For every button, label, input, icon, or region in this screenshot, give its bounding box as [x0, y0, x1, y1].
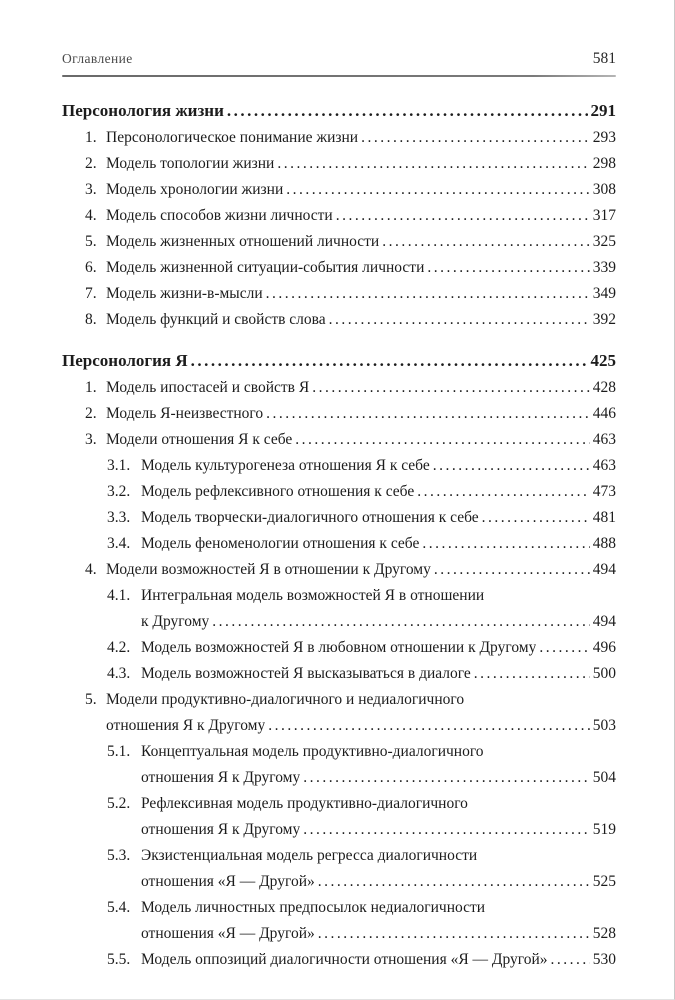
toc-entry-title: к Другому [141, 613, 210, 630]
toc-entry-body [141, 635, 616, 661]
toc-entry-body [106, 125, 616, 151]
dot-leader [417, 479, 590, 505]
toc-entry-title: Модель жизненной ситуации-события личности [106, 259, 425, 276]
toc-entry-line: Концептуальная модель продуктивно-диалогичного [141, 743, 484, 760]
toc-entry-number: 8. [85, 311, 97, 328]
toc-entry-body [141, 739, 616, 791]
toc-entry-body [141, 661, 616, 687]
toc-entry [62, 739, 616, 791]
toc-entry-line [106, 229, 616, 255]
toc-entry-body [62, 96, 616, 125]
toc-entry-page: 325 [592, 233, 616, 250]
toc-entry [62, 557, 616, 583]
toc-entry-body [106, 255, 616, 281]
dot-leader [433, 453, 590, 479]
toc-entry-title: Модель творчески-диалогичного отношения к себе [141, 509, 479, 526]
toc-entry [62, 125, 616, 151]
toc-entry [62, 505, 616, 531]
toc-entry-number: 3. [85, 431, 97, 448]
toc-entry [62, 479, 616, 505]
dot-leader [191, 346, 588, 375]
toc-entry-body [141, 583, 616, 635]
page-title: Оглавление [62, 51, 133, 66]
toc-entry-line: Модели продуктивно-диалогичного и недиалогичного [106, 691, 465, 708]
toc-entry-title: Персонология жизни [62, 101, 224, 120]
toc-entry-number: 3. [85, 181, 97, 198]
toc-entry-number: 4. [85, 561, 97, 578]
toc-entry-page: 496 [592, 639, 616, 656]
toc-entry-body [106, 401, 616, 427]
dot-leader [286, 177, 589, 203]
toc-entry-page: 293 [592, 129, 616, 146]
toc-entry-line [106, 557, 616, 583]
toc-entry-page: 525 [592, 873, 616, 890]
toc-entry-number: 4.3. [107, 665, 131, 682]
dot-leader [539, 635, 589, 661]
dot-leader [303, 817, 590, 843]
toc-entry-page: 446 [592, 405, 616, 422]
toc-entry-number: 5.5. [107, 951, 131, 968]
dot-leader [295, 427, 589, 453]
toc-entry [62, 661, 616, 687]
toc-entry-line [106, 713, 616, 739]
toc-entry-title: отношения Я к Другому [141, 821, 301, 838]
toc-entry-title: отношения Я к Другому [141, 769, 301, 786]
toc-entry-line: Модель личностных предпосылок недиалогичности [141, 899, 486, 916]
toc-entry-page: 291 [590, 101, 616, 120]
toc-entry-line [106, 281, 616, 307]
toc-entry-line [106, 401, 616, 427]
toc-entry [62, 895, 616, 947]
toc-entry [62, 346, 616, 375]
toc-entry [62, 791, 616, 843]
toc-entry-body [141, 479, 616, 505]
toc-entry-line [141, 635, 616, 661]
toc-entry-page: 473 [592, 483, 616, 500]
toc-entry-line [141, 921, 616, 947]
toc-entry-line [141, 531, 616, 557]
toc-entry [62, 203, 616, 229]
toc-entry-line [106, 375, 616, 401]
toc-entry-body [106, 427, 616, 453]
toc-entry-body [106, 203, 616, 229]
toc-entry-line [141, 609, 616, 635]
toc-entry-body [141, 531, 616, 557]
toc-entry-line [106, 427, 616, 453]
dot-leader [551, 947, 590, 973]
toc-entry-number: 1. [85, 379, 97, 396]
toc-entry-line [106, 151, 616, 177]
toc-entry-body [141, 947, 616, 973]
toc-entry-page: 503 [592, 717, 616, 734]
toc-entry-number: 5. [85, 233, 97, 250]
toc-entry [62, 947, 616, 973]
toc-entry-title: Модель способов жизни личности [106, 207, 333, 224]
toc-entry-body [141, 843, 616, 895]
toc-entry [62, 453, 616, 479]
toc-entry-number: 3.3. [107, 509, 131, 526]
toc-entry [62, 531, 616, 557]
dot-leader [268, 713, 590, 739]
dot-leader [212, 609, 589, 635]
toc-entry-page: 530 [592, 951, 616, 968]
toc-entry-body [106, 307, 616, 333]
toc-entry-body [141, 505, 616, 531]
toc-entry [62, 427, 616, 453]
toc-entry-title: Модель рефлексивного отношения к себе [141, 483, 415, 500]
toc-entry-number: 2. [85, 405, 97, 422]
toc-entry-page: 463 [592, 457, 616, 474]
dot-leader [312, 375, 590, 401]
toc-list [62, 77, 616, 973]
running-head [62, 50, 616, 75]
toc-entry-number: 3.2. [107, 483, 131, 500]
toc-entry-page: 428 [592, 379, 616, 396]
dot-leader [227, 96, 588, 125]
toc-entry-line [141, 505, 616, 531]
toc-entry-title: Модель жизни-в-мысли [106, 285, 263, 302]
toc-entry-title: Модель культурогенеза отношения Я к себе [141, 457, 430, 474]
toc-entry-page: 425 [590, 351, 616, 370]
toc-entry-title: Персонология Я [62, 351, 188, 370]
toc-entry [62, 255, 616, 281]
toc-entry-line [141, 817, 616, 843]
toc-entry-line [141, 479, 616, 505]
toc-entry-page: 339 [592, 259, 616, 276]
toc-entry-line [106, 255, 616, 281]
toc-entry-title: Модель хронологии жизни [106, 181, 284, 198]
toc-entry-line [141, 947, 616, 973]
dot-leader [329, 307, 590, 333]
dot-leader [482, 505, 590, 531]
toc-entry-number: 7. [85, 285, 97, 302]
toc-entry-number: 2. [85, 155, 97, 172]
dot-leader [266, 401, 590, 427]
dot-leader [303, 765, 590, 791]
toc-entry-page: 494 [592, 561, 616, 578]
toc-entry-number: 4.2. [107, 639, 131, 656]
toc-entry-line [141, 869, 616, 895]
toc-entry [62, 96, 616, 125]
toc-entry [62, 375, 616, 401]
dot-leader [427, 255, 589, 281]
toc-entry-body [106, 177, 616, 203]
toc-entry-body [106, 557, 616, 583]
toc-entry-body [141, 791, 616, 843]
toc-entry-page: 308 [592, 181, 616, 198]
toc-entry-title: Модель топологии жизни [106, 155, 275, 172]
toc-entry-body [106, 229, 616, 255]
toc-entry-page: 519 [592, 821, 616, 838]
toc-entry-page: 349 [592, 285, 616, 302]
toc-entry-number: 5.2. [107, 795, 131, 812]
toc-entry-body [141, 895, 616, 947]
toc-entry-line: Экзистенциальная модель регресса диалогичности [141, 847, 478, 864]
toc-entry [62, 177, 616, 203]
toc-entry-title: Модель возможностей Я в любовном отношении к Другому [141, 639, 537, 656]
toc-entry-number: 4. [85, 207, 97, 224]
toc-entry [62, 151, 616, 177]
toc-entry-body [106, 151, 616, 177]
dot-leader [277, 151, 589, 177]
toc-entry-title: Модель возможностей Я высказываться в диалоге [141, 665, 471, 682]
toc-entry [62, 687, 616, 739]
toc-entry [62, 307, 616, 333]
dot-leader [318, 869, 590, 895]
toc-entry-title: Модель феноменологии отношения к себе [141, 535, 420, 552]
dot-leader [474, 661, 590, 687]
toc-entry-title: Модель оппозиций диалогичности отношения «Я — Другой» [141, 951, 548, 968]
toc-entry-body [106, 375, 616, 401]
toc-entry-title: Модель Я-неизвестного [106, 405, 264, 422]
toc-entry-body [106, 281, 616, 307]
toc-entry-title: Модели возможностей Я в отношении к Другому [106, 561, 431, 578]
toc-entry-page: 317 [592, 207, 616, 224]
dot-leader [318, 921, 590, 947]
toc-entry-title: Модели отношения Я к себе [106, 431, 293, 448]
toc-entry [62, 583, 616, 635]
toc-entry-title: Модель ипостасей и свойств Я [106, 379, 310, 396]
toc-entry-line [106, 177, 616, 203]
toc-entry-number: 3.1. [107, 457, 131, 474]
toc-entry-line [141, 765, 616, 791]
toc-entry [62, 401, 616, 427]
toc-entry-body [141, 453, 616, 479]
toc-entry-line [62, 346, 616, 375]
toc-entry-title: отношения Я к Другому [106, 717, 266, 734]
toc-entry-title: Модель функций и свойств слова [106, 311, 326, 328]
toc-entry-number: 5. [85, 691, 97, 708]
toc-entry-page: 481 [592, 509, 616, 526]
toc-entry-page: 392 [592, 311, 616, 328]
toc-entry-line [62, 96, 616, 125]
toc-entry [62, 635, 616, 661]
toc-entry-title: Персонологическое понимание жизни [106, 129, 359, 146]
toc-entry-title: отношения «Я — Другой» [141, 873, 315, 890]
toc-entry-page: 504 [592, 769, 616, 786]
toc-entry-page: 528 [592, 925, 616, 942]
toc-entry-number: 5.4. [107, 899, 131, 916]
toc-entry-line [141, 453, 616, 479]
dot-leader [266, 281, 590, 307]
toc-entry-body [62, 346, 616, 375]
dot-leader [422, 531, 589, 557]
toc-entry-number: 5.3. [107, 847, 131, 864]
toc-entry-line: Интегральная модель возможностей Я в отношении [141, 587, 485, 604]
toc-entry-page: 494 [592, 613, 616, 630]
toc-entry [62, 843, 616, 895]
dot-leader [336, 203, 590, 229]
toc-entry-number: 6. [85, 259, 97, 276]
toc-entry-page: 488 [592, 535, 616, 552]
toc-entry-body [106, 687, 616, 739]
toc-entry-number: 4.1. [107, 587, 131, 604]
toc-entry [62, 229, 616, 255]
toc-entry-line [106, 307, 616, 333]
toc-entry-number: 1. [85, 129, 97, 146]
toc-entry-line: Рефлексивная модель продуктивно-диалогичного [141, 795, 468, 812]
toc-entry-number: 3.4. [107, 535, 131, 552]
toc-entry-page: 463 [592, 431, 616, 448]
toc-entry-page: 500 [592, 665, 616, 682]
toc-entry-page: 298 [592, 155, 616, 172]
toc-entry-line [106, 203, 616, 229]
dot-leader [434, 557, 590, 583]
page-number: 581 [592, 50, 616, 67]
toc-entry [62, 281, 616, 307]
toc-entry-number: 5.1. [107, 743, 131, 760]
toc-entry-line [106, 125, 616, 151]
toc-entry-line [141, 661, 616, 687]
toc-entry-title: Модель жизненных отношений личности [106, 233, 380, 250]
toc-entry-title: отношения «Я — Другой» [141, 925, 315, 942]
dot-leader [382, 229, 590, 255]
dot-leader [361, 125, 590, 151]
